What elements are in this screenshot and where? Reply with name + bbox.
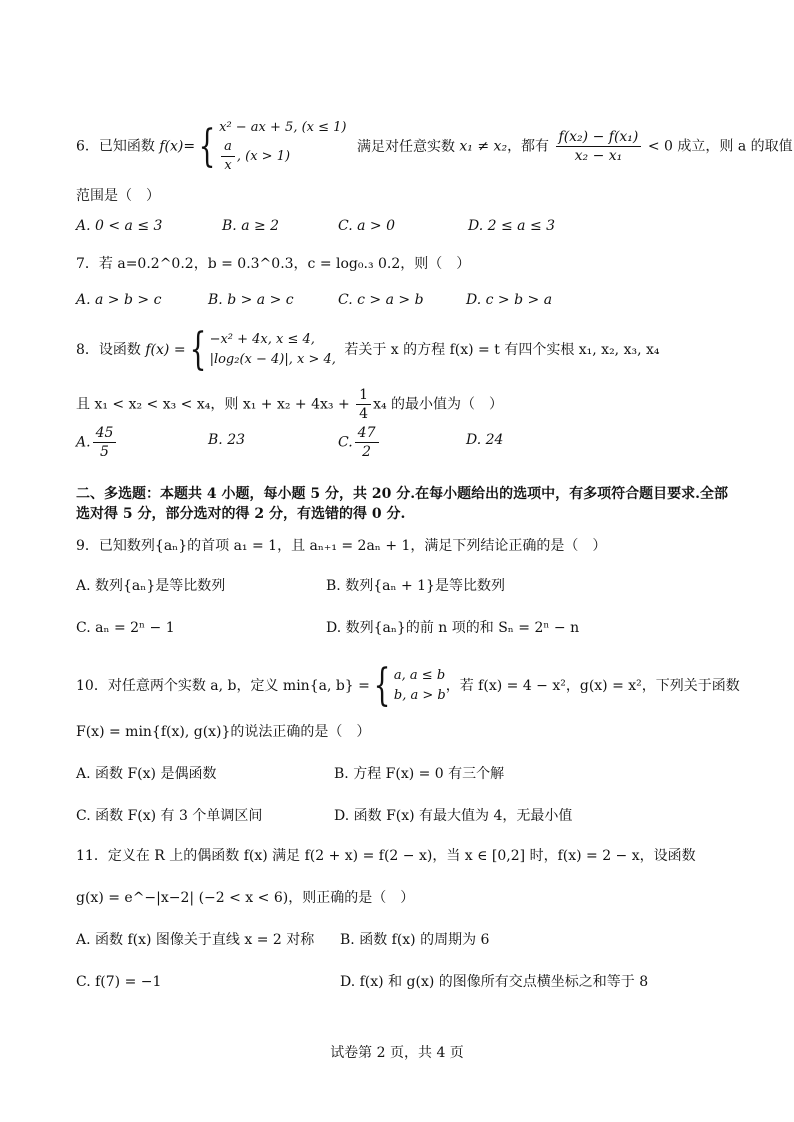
q6-option-b[interactable]: B. a ≥ 2 (222, 218, 280, 234)
q10-line2: F(x) = min{f(x), g(x)}的说法正确的是（ ） (76, 724, 371, 740)
q6-stem: 6．已知函数 f(x)={ x² − ax + 5, (x ≤ 1) $\frac{a}{x}$ , (x > 1) 满足对任意实数 x₁ ≠ x₂，都有 $\frac{\text{f(x₂) − f(x₁)}}{\text{x₂ − x₁}}$ < 0 成立，则 a 的取值 (76, 120, 793, 173)
q6-fraction: $\frac{\text{f(x₂) − f(x₁)}}{\text{x₂ − x₁}}$ (556, 128, 642, 165)
q9-option-c[interactable]: C. aₙ = 2ⁿ − 1 (76, 620, 175, 636)
section2-heading-line1: 二、多选题：本题共 4 小题，每小题 5 分，共 20 分.在每小题给出的选项中，有多项符合题目要求.全部 (76, 486, 728, 502)
q10-option-c[interactable]: C. 函数 F(x) 有 3 个单调区间 (76, 808, 263, 824)
page-footer: 试卷第 2 页，共 4 页 (330, 1045, 464, 1061)
q8-quarter-fraction: $\frac{1}{4}$ (356, 386, 371, 423)
q11-option-d[interactable]: D. f(x) 和 g(x) 的图像所有交点横坐标之和等于 8 (340, 974, 649, 990)
q8-stem: 8．设函数 f(x) ={ −x² + 4x, x ≤ 4, |log₂(x − 4)|, x > 4, 若关于 x 的方程 f(x) = t 有四个实根 x₁, x₂, x₃, x₄ (76, 324, 660, 375)
q10-option-d[interactable]: D. 函数 F(x) 有最大值为 4，无最小值 (334, 808, 573, 824)
q9-option-d[interactable]: D. 数列{aₙ}的前 n 项的和 Sₙ = 2ⁿ − n (326, 620, 580, 636)
q6-option-c[interactable]: C. a > 0 (338, 218, 395, 234)
q8-option-a[interactable]: A. $\frac{45}{5}$ (76, 424, 118, 461)
q10-option-b[interactable]: B. 方程 F(x) = 0 有三个解 (334, 766, 505, 782)
q7-option-b[interactable]: B. b > a > c (208, 292, 294, 308)
q6-brace: { (198, 120, 216, 172)
q7-option-a[interactable]: A. a > b > c (76, 292, 162, 308)
q7-option-d[interactable]: D. c > b > a (466, 292, 553, 308)
q11-option-a[interactable]: A. 函数 f(x) 图像关于直线 x = 2 对称 (76, 932, 315, 948)
q11-line2: g(x) = e^−|x−2| (−2 < x < 6)，则正确的是（ ） (76, 890, 415, 906)
q8-option-d[interactable]: D. 24 (466, 432, 504, 448)
q7-stem: 7．若 a=0.2^0.2，b = 0.3^0.3，c = log₀.₃ 0.2，则（ ） (76, 256, 471, 272)
q8-option-c[interactable]: C. $\frac{47}{2}$ (338, 424, 381, 461)
section2-heading-line2: 选对得 5 分，部分选对的得 2 分，有选错的得 0 分. (76, 506, 406, 522)
q11-stem: 11．定义在 R 上的偶函数 f(x) 满足 f(2 + x) = f(2 − x)，当 x ∈ [0,2] 时，f(x) = 2 − x，设函数 (76, 848, 696, 864)
q8-cases: −x² + 4x, x ≤ 4, |log₂(x − 4)|, x > 4, (209, 332, 336, 367)
q11-option-b[interactable]: B. 函数 f(x) 的周期为 6 (340, 932, 490, 948)
q9-option-b[interactable]: B. 数列{aₙ + 1}是等比数列 (326, 578, 505, 594)
q6-cases: x² − ax + 5, (x ≤ 1) $\frac{a}{x}$ , (x > 1) (219, 120, 347, 173)
q6-option-a[interactable]: A. 0 < a ≤ 3 (76, 218, 163, 234)
q8-line2: 且 x₁ < x₂ < x₃ < x₄，则 x₁ + x₂ + 4x₃ + $\frac{1}{4}$ x₄ 的最小值为（ ） (76, 387, 504, 422)
q9-option-a[interactable]: A. 数列{aₙ}是等比数列 (76, 578, 226, 594)
q8-option-b[interactable]: B. 23 (208, 432, 246, 448)
q10-option-a[interactable]: A. 函数 F(x) 是偶函数 (76, 766, 217, 782)
q10-brace: { (373, 660, 391, 711)
q10-cases: a, a ≤ b b, a > b (393, 668, 446, 703)
q7-option-c[interactable]: C. c > a > b (338, 292, 424, 308)
q6-option-d[interactable]: D. 2 ≤ a ≤ 3 (468, 218, 556, 234)
q10-stem: 10．对任意两个实数 a, b，定义 min{a, b} ={ a, a ≤ b b, a > b ，若 f(x) = 4 − x²，g(x) = x²，下列关于函数 (76, 660, 740, 711)
q11-option-c[interactable]: C. f(7) = −1 (76, 974, 162, 990)
q9-stem: 9．已知数列{aₙ}的首项 a₁ = 1，且 aₙ₊₁ = 2aₙ + 1，满足下列结论正确的是（ ） (76, 538, 607, 554)
q6-line2: 范围是（ ） (76, 188, 160, 204)
q8-brace: { (189, 324, 206, 375)
